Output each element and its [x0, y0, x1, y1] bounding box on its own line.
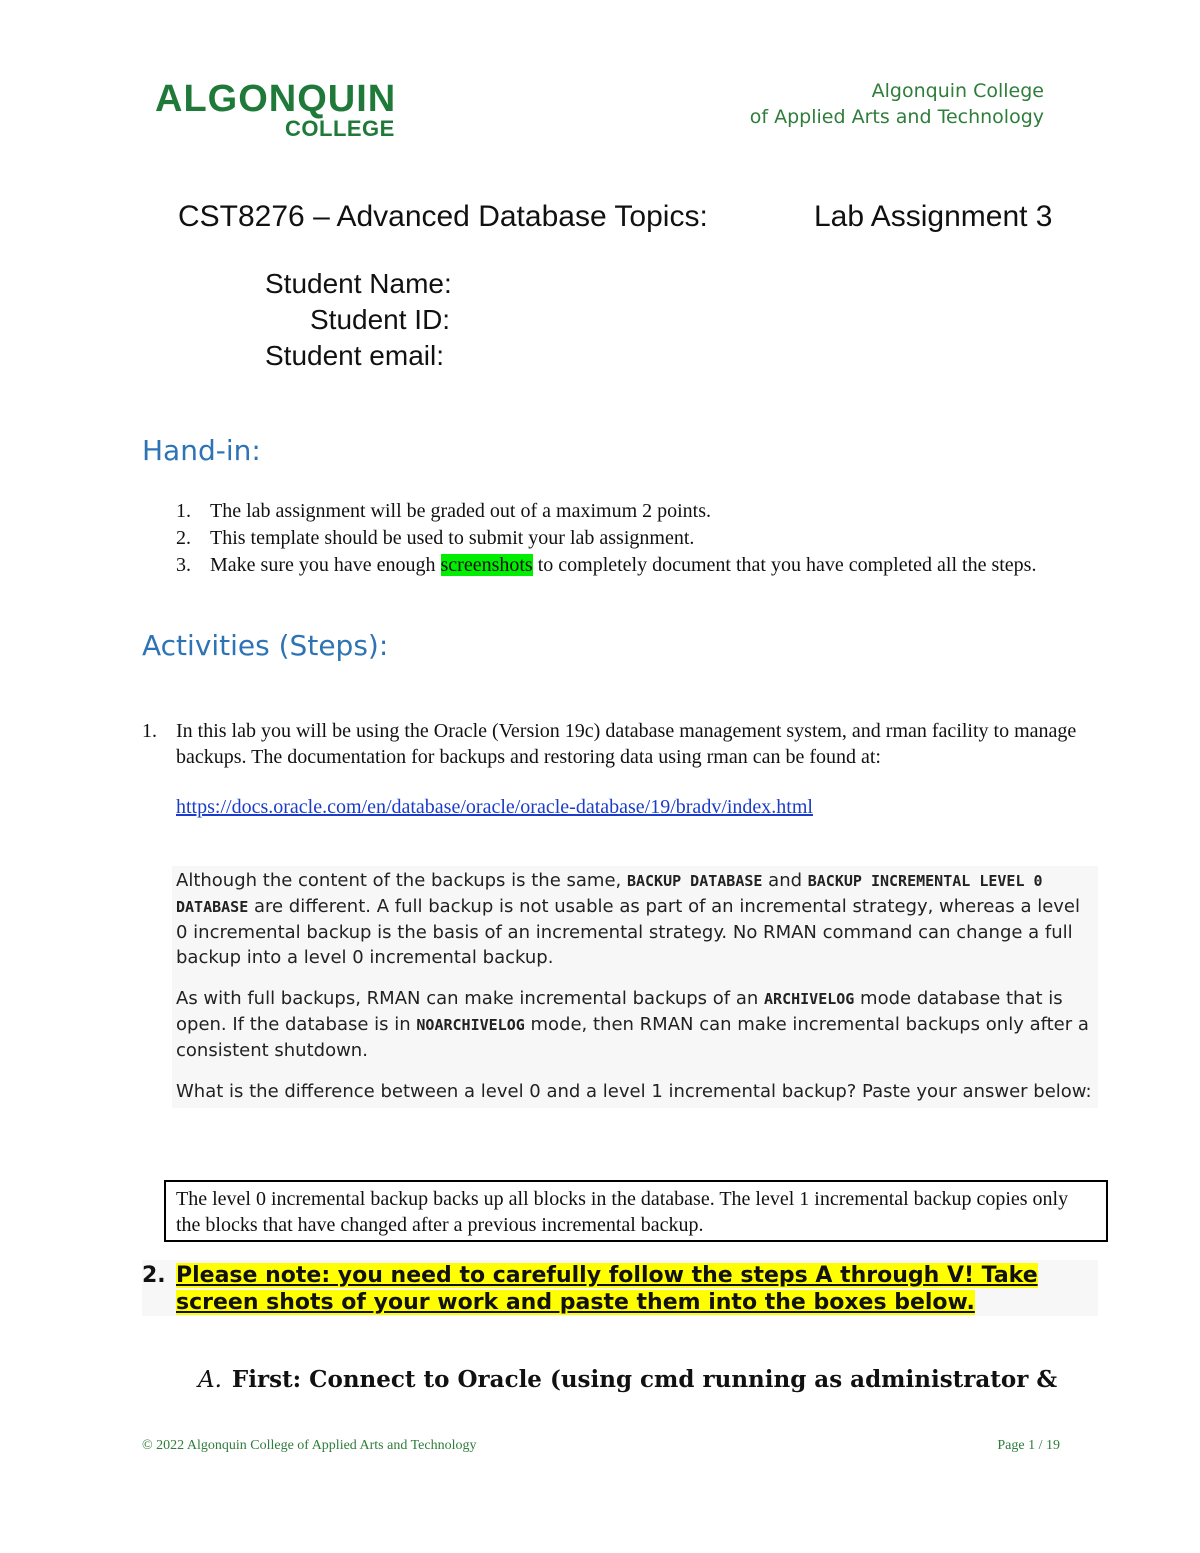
code-term: BACKUP INCREMENTAL LEVEL 0 DATABASE [176, 872, 1043, 916]
course-title: CST8276 – Advanced Database Topics: [178, 200, 708, 233]
algonquin-logo [155, 80, 405, 140]
excerpt-paragraph: Although the content of the backups is the same, BACKUP DATABASE and BACKUP INCREMENTAL LEVEL 0 DATABASE are different. A full backup is not usable as part of an incremental strategy, whereas a level 0 incremental backup is the basis of an incremental strategy. No RMAN command can change a full backup into a level 0 incremental backup. [176, 870, 1081, 968]
step-1 [142, 718, 1102, 820]
documentation-link[interactable]: https://docs.oracle.com/en/database/oracle/oracle-database/19/bradv/index.html [176, 796, 813, 818]
list-text-start: Make sure you have enough [210, 554, 441, 576]
list-number: 1. [176, 500, 191, 522]
handin-list [142, 498, 1102, 579]
code-term: BACKUP DATABASE [626, 872, 763, 890]
copyright-text: © 2022 Algonquin College of Applied Arts and Technology [142, 1438, 477, 1453]
student-id-label: Student ID: [310, 304, 451, 335]
logo-wordmark: ALGONQUIN [155, 78, 397, 120]
step-a-text: First: Connect to Oracle (using cmd running as administrator & [231, 1366, 1058, 1393]
step-2-note [142, 1260, 1098, 1316]
list-text: This template should be used to submit your lab assignment. [210, 527, 695, 549]
step-1-text: In this lab you will be using the Oracle (Version 19c) database management system, and rman facility to manage backups. The documentation for backups and restoring data using rman can be found at: [176, 720, 1077, 768]
page-number: Page 1 / 19 [997, 1438, 1060, 1453]
list-item [142, 552, 1102, 579]
step-a [198, 1366, 1057, 1393]
list-text: The lab assignment will be graded out of a maximum 2 points. [210, 500, 712, 522]
step-letter: A. [198, 1367, 222, 1393]
question-paragraph: What is the difference between a level 0 and a level 1 incremental backup? Paste your answer below: [176, 1081, 1092, 1102]
college-name: Algonquin College [871, 80, 1044, 102]
list-number: 2. [176, 527, 191, 549]
handin-heading: Hand-in: [142, 434, 261, 467]
list-number: 3. [176, 554, 191, 576]
student-info [265, 266, 452, 374]
college-info [750, 78, 1044, 130]
student-email-label: Student email: [265, 340, 444, 371]
excerpt-paragraph: As with full backups, RMAN can make incremental backups of an ARCHIVELOG mode database that is open. If the database is in NOARCHIVELOG mode, then RMAN can make incremental backups only after a consistent shutdown. [176, 988, 1089, 1061]
list-text-end: to completely document that you have completed all the steps. [532, 554, 1037, 576]
answer-box[interactable]: The level 0 incremental backup backs up all blocks in the database. The level 1 incremental backup copies only the blocks that have changed after a previous incremental backup. [164, 1180, 1108, 1242]
step-number: 2. [142, 1263, 166, 1288]
code-term: ARCHIVELOG [764, 990, 855, 1008]
college-subtitle: of Applied Arts and Technology [749, 106, 1044, 128]
logo-subword: COLLEGE [285, 116, 395, 141]
step-2-text: Please note: you need to carefully follow the steps A through V! Take screen shots of your work and paste them into the boxes below. [176, 1263, 1038, 1315]
lab-title: Lab Assignment 3 [814, 200, 1053, 233]
list-item [142, 525, 1102, 552]
code-term: NOARCHIVELOG [416, 1016, 525, 1034]
documentation-excerpt [172, 866, 1098, 1108]
student-name-label: Student Name: [265, 268, 452, 299]
step-number: 1. [142, 720, 157, 742]
activities-heading: Activities (Steps): [142, 629, 389, 662]
highlighted-term: screenshots [440, 554, 533, 576]
list-item [142, 498, 1102, 525]
